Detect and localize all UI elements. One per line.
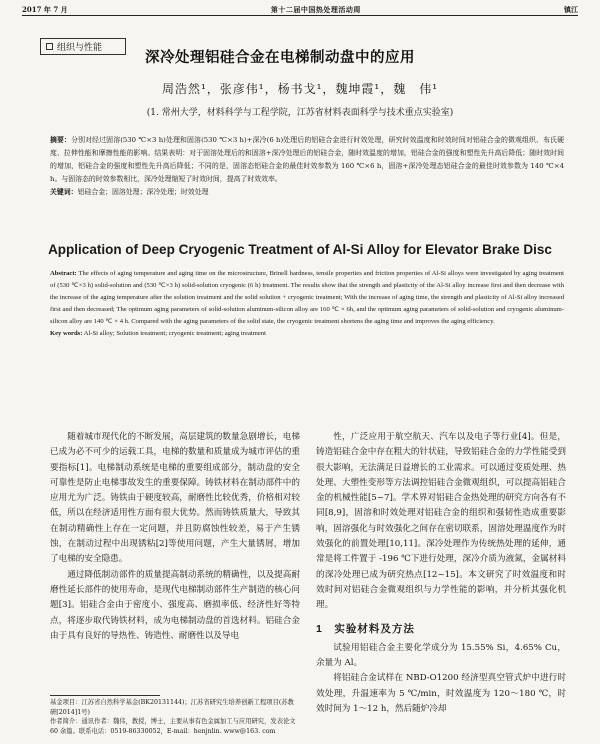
body-paragraph: 性，广泛应用于航空航天、汽车以及电子等行业[4]。但是，铸造铝硅合金中存在粗大的针状硅，导致铝硅合金的力学性能受到很大影响，无法满足日益增长的工业需求。可以通过变质处理、热处理、大塑性变形等方法调控铝硅合金微观组织，可以提高铝硅合金的机械性能[5~7]。学术界对铝硅合金热处理的研究方向各有不同[8,9]，固溶和时效处理对铝硅合金的组织和强韧性造成重要影响，固溶强化与时效强化之间存在密切联系，固溶处理温度作为时效强化的前置处理[10,11]。深冷处理作为传统热处理的延伸，通常是将工件置于 -196 ℃下进行处理，深冷介质为液氮，金属材料的深冷处理已成为研究热点[12~15]。本文研究了时效温度和时效时间对铝硅合金微观组织与力学性能的影响，并分析其强化机理。 (316, 432, 566, 611)
body-column-left (50, 430, 300, 644)
keywords-label: 关键词： (50, 188, 78, 196)
title-chinese: 深冷处理铝硅合金在电梯制动盘中的应用 (145, 49, 415, 66)
body-column-right (316, 430, 566, 717)
header-date: 2017 年 7 月 (22, 4, 68, 14)
keywords-en-label: Key words: (50, 329, 83, 337)
body-paragraph: 试验用铝硅合金主要化学成分为 15.55% Si，4.65% Cu，余量为 Al。 (316, 642, 566, 669)
abstract-en-text: The effects of aging temperature and aging time on the microstructure, Brinell hardness, tensile properties and friction properties of Al-Si alloys were investigated by aging treatment of (530 ℃×3 h) solid-solution and (530 ℃×3 h) solid-solution cryogenic (6 h) treatment. The results show that the strength and plasticity of the Al-Si alloy increase first and then decrease with the increase of the aging temperature after the solution treatment and the solid solution + cryogenic treatment; With the increase of aging time, the strength and plasticity of Al-Si alloy increased first and then decreased; The optimum aging parameters of solid-solution aluminum-silicon alloy are 160 ℃ × 6h, and the optimum aging parameters of solid-solution and cryogenic aluminum-silicon alloy are 140 ℃ × 4 h. Compared with the aging parameters of the solid state, the cryogenic treatment shortens the aging time and improves the aging efficiency. (50, 270, 565, 325)
header-conference: 第十二届中国热处理活动周 (270, 4, 361, 14)
abstract-en-label: Abstract: (50, 270, 77, 277)
abstract-label: 摘要： (50, 136, 72, 144)
abstract-text: 分别对经过固溶(530 ℃×3 h)处理和固溶(530 ℃×3 h)+深冷(6 h)处理后的铝硅合金进行时效处理，研究时效温度和时效时间对铝硅合金的微观组织、布氏硬度、拉伸性能和摩擦性能的影响。结果表明：对于固溶处理后的和固溶+深冷处理后的铝硅合金，随时效温度的增加，铝硅合金的强度和塑性先升高后降低；随时效时间的增加，铝硅合金的强度和塑性先升高后降低；不同的是，固溶态铝硅合金的最佳时效参数为 160 ℃×6 h，固溶+深冷处理态铝硅合金的最佳时效参数为 140 ℃×4 h。与固溶态的时效参数相比，深冷处理缩短了时效时间，提高了时效效率。 (50, 136, 565, 183)
header-location: 镇江 (563, 4, 578, 14)
body-paragraph: 通过降低制动部件的质量提高制动系统的精确性，以及提高耐磨性延长部件的使用寿命，是现代电梯制动部件生产制造的核心问题[3]。铝硅合金由于密度小、强度高、磨损率低、经济性好等特点，将逐步取代铸铁材料，成为电梯制动盘的首选材料。铝硅合金由于具有良好的导热性、铸造性、耐磨性以及导电 (50, 569, 300, 641)
title-english: Application of Deep Cryogenic Treatment of Al-Si Alloy for Elevator Brake Disc (48, 242, 552, 257)
abstract-english (50, 268, 564, 339)
footnote (50, 698, 300, 736)
footnote-rule (50, 695, 160, 696)
authors: 周浩然¹，张彦伟¹，杨书戈¹，魏坤霞¹，魏 伟¹ (161, 82, 439, 96)
body-paragraph: 将铝硅合金试样在 NBD-O1200 经济型真空管式炉中进行时效处理，升温速率为 5 ℃/min，时效温度为 120～180 ℃，时效时间为 1～12 h，然后随炉冷却 (316, 673, 566, 715)
body-paragraph: 随着城市现代化的不断发展，高层建筑的数量急剧增长，电梯已成为必不可少的运载工具，电梯的数量和质量成为城市评估的重要指标[1]。电梯制动系统是电梯的重要组成部分，制动盘的安全可靠性是防止电梯事故发生的重要保障。铸铁材料在制动部件中的应用尤为广泛。铸铁由于硬度较高，耐磨性比较优秀，价格相对较低，所以在经济适用性方面有很大优势。然而铸铁质量大，导致其在制动精确性上存在一定问题，并且防腐蚀性较差，易于产生锈蚀，在制动过程中出现锈粘[2]等使用问题，产生大量锈屑，增加了电梯的安全隐患。 (50, 432, 300, 565)
affiliation: (1. 常州大学，材料科学与工程学院，江苏省材料表面科学与技术重点实验室) (146, 108, 454, 118)
section-tag-label: 组织与性能 (57, 43, 103, 53)
running-header (22, 4, 578, 16)
section-heading: 1 实验材料及方法 (316, 622, 415, 635)
footnote-fund: 基金项目：江苏省自然科学基金(BK20131144)；江苏省研究生培养创新工程项目(苏教研[2014]1号) (50, 699, 294, 716)
square-bullet-icon (46, 43, 53, 50)
section-tag (40, 38, 126, 55)
keywords-text: 铝硅合金；固溶处理；深冷处理；时效处理 (77, 188, 209, 196)
footnote-author: 作者简介：通讯作者：魏伟，教授，博士，主要从事有色金属加工与应用研究，发表论文 60 余篇。联系电话：0519-86330052，E-mail：henjnlin. www@163. com (50, 718, 296, 735)
keywords-en-text: Al-Si alloy; Solution treatment; cryogenic treatment; aging treatment (83, 329, 266, 337)
abstract-chinese (50, 134, 564, 199)
